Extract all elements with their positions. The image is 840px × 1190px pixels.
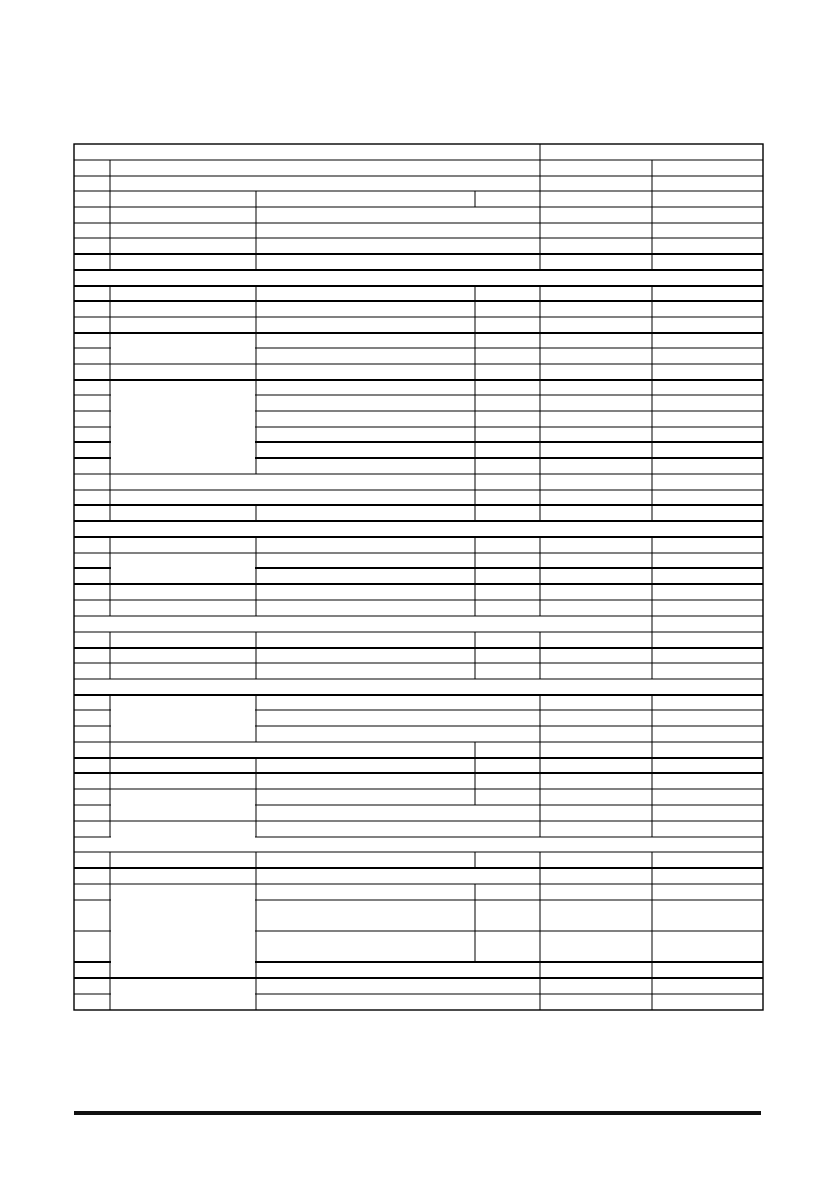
merged-cell-mask [111, 394, 255, 397]
merged-cell-mask [111, 804, 255, 807]
merged-cell-mask [111, 567, 255, 570]
merged-cell-mask [111, 441, 255, 444]
merged-cell-mask [111, 347, 255, 350]
footer-rule [74, 1111, 761, 1115]
table-frame [74, 144, 763, 1010]
merged-cell-mask [111, 725, 255, 728]
merged-cell-mask [111, 993, 255, 996]
merged-cell-mask [111, 410, 255, 413]
merged-cell-mask [111, 426, 255, 429]
merged-cell-mask [111, 457, 255, 460]
merged-cell-mask [111, 961, 255, 964]
merged-cell-mask [111, 930, 255, 933]
merged-cell-mask [111, 899, 255, 902]
merged-cell-mask [111, 709, 255, 712]
merged-cell-mask [111, 836, 255, 839]
